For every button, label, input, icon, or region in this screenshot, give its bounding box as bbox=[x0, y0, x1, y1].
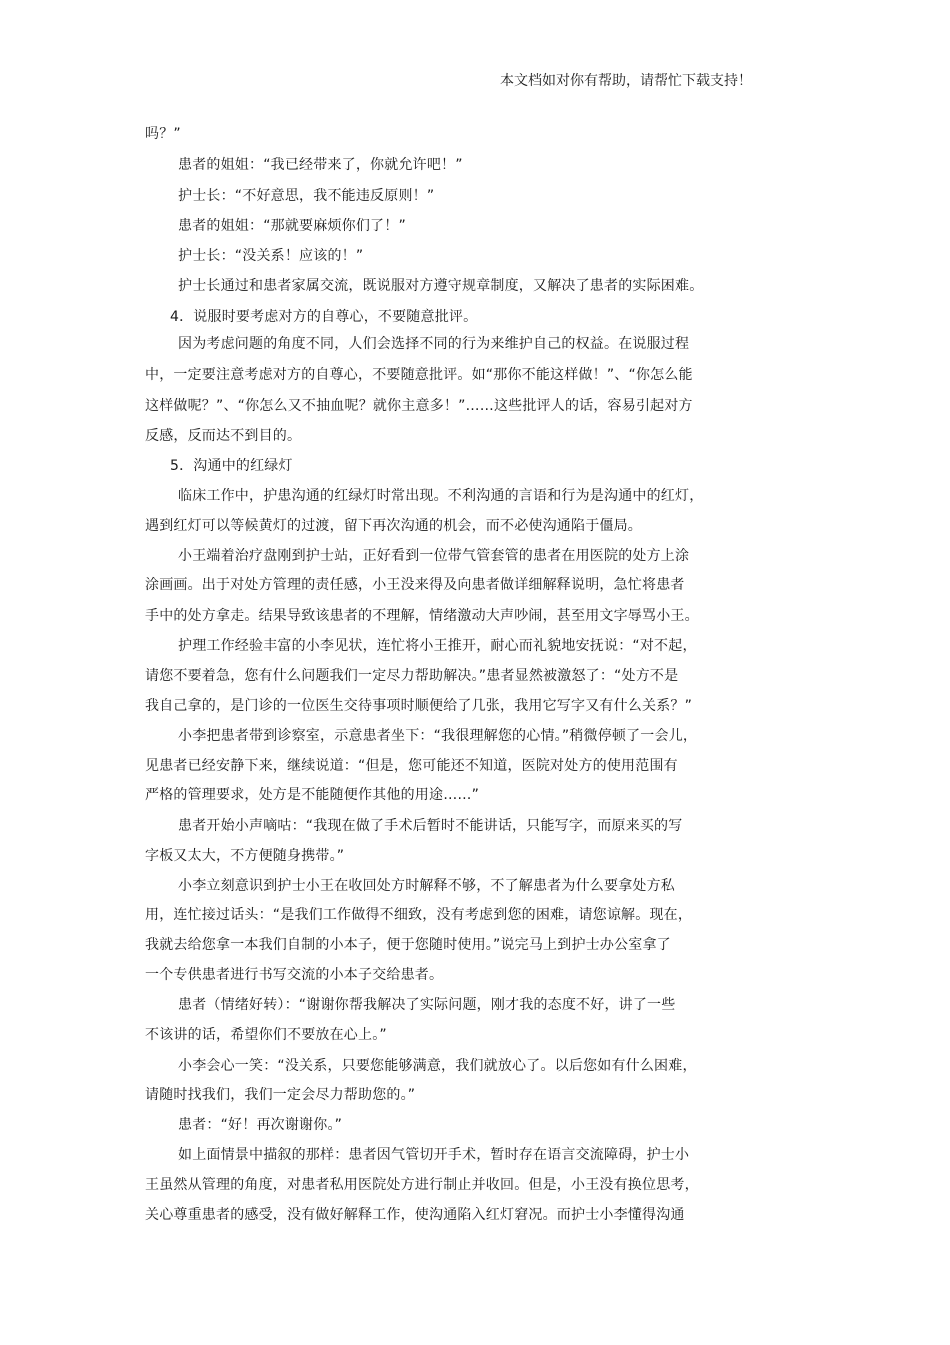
text-line: 一个专供患者进行书写交流的小本子交给患者。 bbox=[145, 967, 444, 983]
text-line: 小李立刻意识到护士小王在收回处方时解释不够，不了解患者为什么要拿处方私 bbox=[178, 878, 675, 894]
text-line: 因为考虑问题的角度不同，人们会选择不同的行为来维护自己的权益。在说服过程 bbox=[178, 336, 690, 352]
section-heading: 5．沟通中的红绿灯 bbox=[170, 458, 293, 474]
text-line: 患者的姐姐：“那就要麻烦你们了！” bbox=[178, 218, 406, 234]
text-line: 王虽然从管理的角度，对患者私用医院处方进行制止并收回。但是，小王没有换位思考， bbox=[145, 1177, 699, 1193]
text-line: 小王端着治疗盘刚到护士站，正好看到一位带气管套管的患者在用医院的处方上涂 bbox=[178, 548, 690, 564]
text-line: 字板又太大，不方便随身携带。” bbox=[145, 848, 345, 864]
text-line: 患者（情绪好转）：“谢谢你帮我解决了实际问题，刚才我的态度不好，讲了一些 bbox=[178, 997, 676, 1013]
text-line: 严格的管理要求，处方是不能随便作其他的用途……” bbox=[145, 787, 480, 803]
text-line: 中，一定要注意考虑对方的自尊心，不要随意批评。如“那你不能这样做！”、“你怎么能 bbox=[145, 367, 693, 383]
text-line: 手中的处方拿走。结果导致该患者的不理解，情绪激动大声吵闹，甚至用文字辱骂小王。 bbox=[145, 608, 699, 624]
text-line: 护士长：“不好意思，我不能违反原则！” bbox=[178, 188, 435, 204]
text-line: 反感，反而达不到目的。 bbox=[145, 428, 302, 444]
text-line: 我就去给您拿一本我们自制的小本子，便于您随时使用。”说完马上到护士办公室拿了 bbox=[145, 937, 671, 953]
text-line: 关心尊重患者的感受，没有做好解释工作，使沟通陷入红灯窘况。而护士小李懂得沟通 bbox=[145, 1207, 685, 1223]
text-line: 临床工作中，护患沟通的红绿灯时常出现。不利沟通的言语和行为是沟通中的红灯， bbox=[178, 488, 704, 504]
text-line: 患者的姐姐：“我已经带来了，你就允许吧！” bbox=[178, 157, 463, 173]
text-line: 请您不要着急，您有什么问题我们一定尽力帮助解决。”患者显然被激怒了：“处方不是 bbox=[145, 668, 679, 684]
text-line: 患者：“好！再次谢谢你。” bbox=[178, 1117, 343, 1133]
text-line: 如上面情景中描叙的那样：患者因气管切开手术，暂时存在语言交流障碍，护士小 bbox=[178, 1147, 690, 1163]
page-header: 本文档如对你有帮助，请帮忙下载支持！ bbox=[500, 73, 752, 89]
text-line: 我自己拿的，是门诊的一位医生交待事项时顺便给了几张，我用它写字又有什么关系？” bbox=[145, 698, 693, 714]
text-line: 用，连忙接过话头：“是我们工作做得不细致，没有考虑到您的困难，请您谅解。现在， bbox=[145, 907, 693, 923]
text-line: 患者开始小声嘀咕：“我现在做了手术后暂时不能讲话，只能写字，而原来买的写 bbox=[178, 818, 683, 834]
text-line: 不该讲的话，希望你们不要放在心上。” bbox=[145, 1027, 387, 1043]
text-line: 小李会心一笑：“没关系，只要您能够满意，我们就放心了。以后您如有什么困难， bbox=[178, 1058, 697, 1074]
text-line: 护理工作经验丰富的小李见状，连忙将小王推开，耐心而礼貌地安抚说：“对不起， bbox=[178, 638, 697, 654]
text-line: 请随时找我们，我们一定会尽力帮助您的。” bbox=[145, 1087, 416, 1103]
text-line: 这样做呢？”、“你怎么又不抽血呢？就你主意多！”……这些批评人的话，容易引起对方 bbox=[145, 398, 693, 414]
text-line: 涂画画。出于对处方管理的责任感，小王没来得及向患者做详细解释说明，急忙将患者 bbox=[145, 577, 685, 593]
text-line: 遇到红灯可以等候黄灯的过渡，留下再次沟通的机会，而不必使沟通陷于僵局。 bbox=[145, 518, 642, 534]
text-line: 护士长通过和患者家属交流，既说服对方遵守规章制度，又解决了患者的实际困难。 bbox=[178, 278, 704, 294]
text-line: 吗？” bbox=[145, 126, 181, 142]
text-line: 护士长：“没关系！应该的！” bbox=[178, 248, 364, 264]
text-line: 见患者已经安静下来，继续说道：“但是，您可能还不知道，医院对处方的使用范围有 bbox=[145, 758, 678, 774]
section-heading: 4．说服时要考虑对方的自尊心，不要随意批评。 bbox=[170, 309, 478, 325]
text-line: 小李把患者带到诊察室，示意患者坐下：“我很理解您的心情。”稍微停顿了一会儿， bbox=[178, 728, 698, 744]
